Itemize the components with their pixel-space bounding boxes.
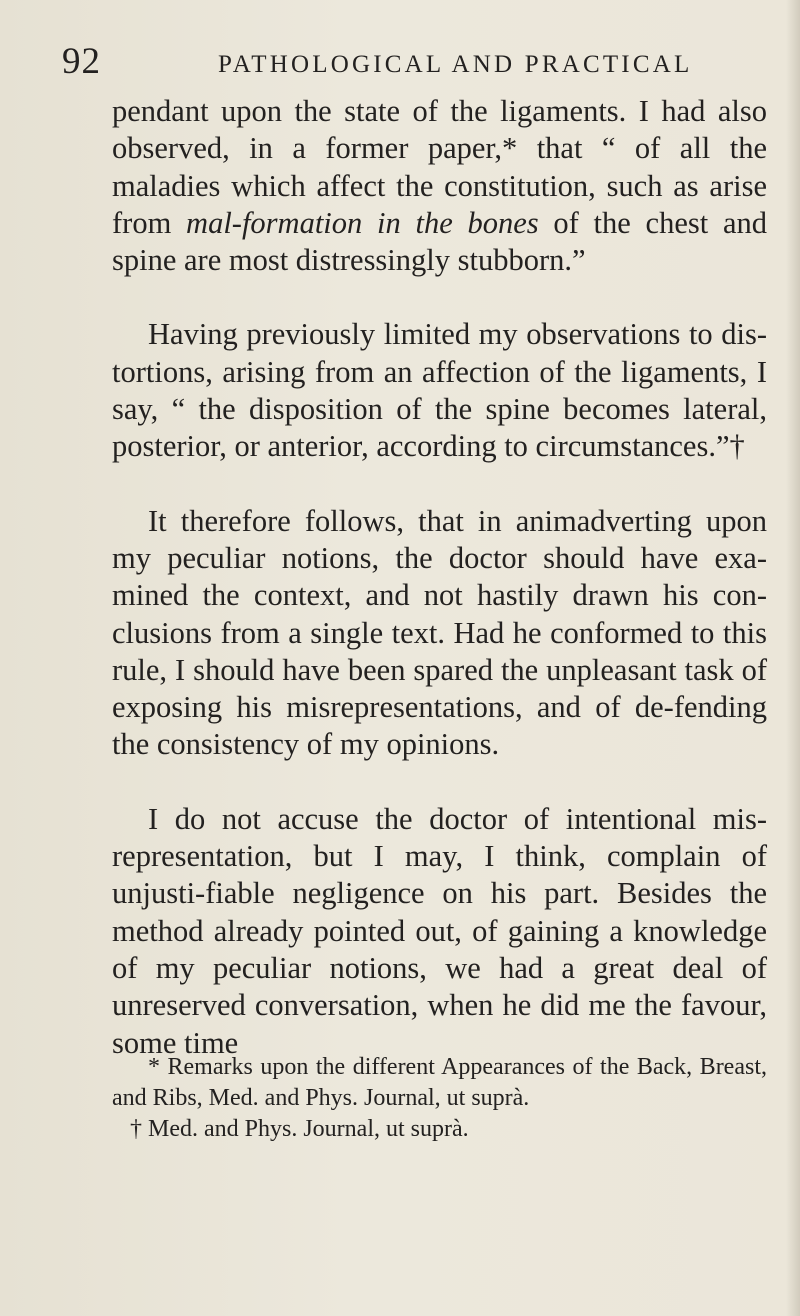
footnotes	[112, 1052, 767, 1145]
body-text	[112, 93, 767, 1062]
paragraph-1-end: of the chest and spine are most distressingly stubborn.”	[112, 205, 768, 278]
page-edge-shadow	[786, 0, 800, 1316]
paragraph-1-start: pendant upon the state of the ligaments. I had also observed, in a former paper,* that “ of all the maladies which affect the constitution, such as arise from	[112, 94, 767, 240]
footnote-1: * Remarks upon the different Appearances of the Back, Breast, and Ribs, Med. and Phys. Journal, ut suprà.	[112, 1054, 767, 1111]
paragraph-2: Having previously limited my observations to dis-tortions, arising from an affection of the ligaments, I say, “ the disposition of the spine becomes lateral, posterior, or anterior, according to circumstances.”†	[112, 317, 767, 464]
paragraph-1	[112, 93, 767, 279]
paragraph-1-italic-phrase: mal-formation in the bones	[186, 205, 539, 240]
footnote-2: † Med. and Phys. Journal, ut suprà.	[130, 1116, 469, 1142]
running-head	[0, 42, 800, 82]
paragraph-4: I do not accuse the doctor of intentional mis-representation, but I may, I think, complain of unjusti-fiable negligence on his part. Besides the method already pointed out, of gaining a knowledge of my peculiar notions, we had a great deal of unreserved conversation, when he did me the favour, some time	[112, 801, 767, 1060]
page-number: 92	[62, 41, 101, 82]
running-title: PATHOLOGICAL AND PRACTICAL	[218, 51, 693, 78]
paragraph-3: It therefore follows, that in animadverting upon my peculiar notions, the doctor should have exa-mined the context, and not hastily drawn his con-clusions from a single text. Had he conformed to this rule, I should have been spared the unpleasant task of exposing his misrepresentations, and of de-fending the consistency of my opinions.	[112, 503, 767, 762]
